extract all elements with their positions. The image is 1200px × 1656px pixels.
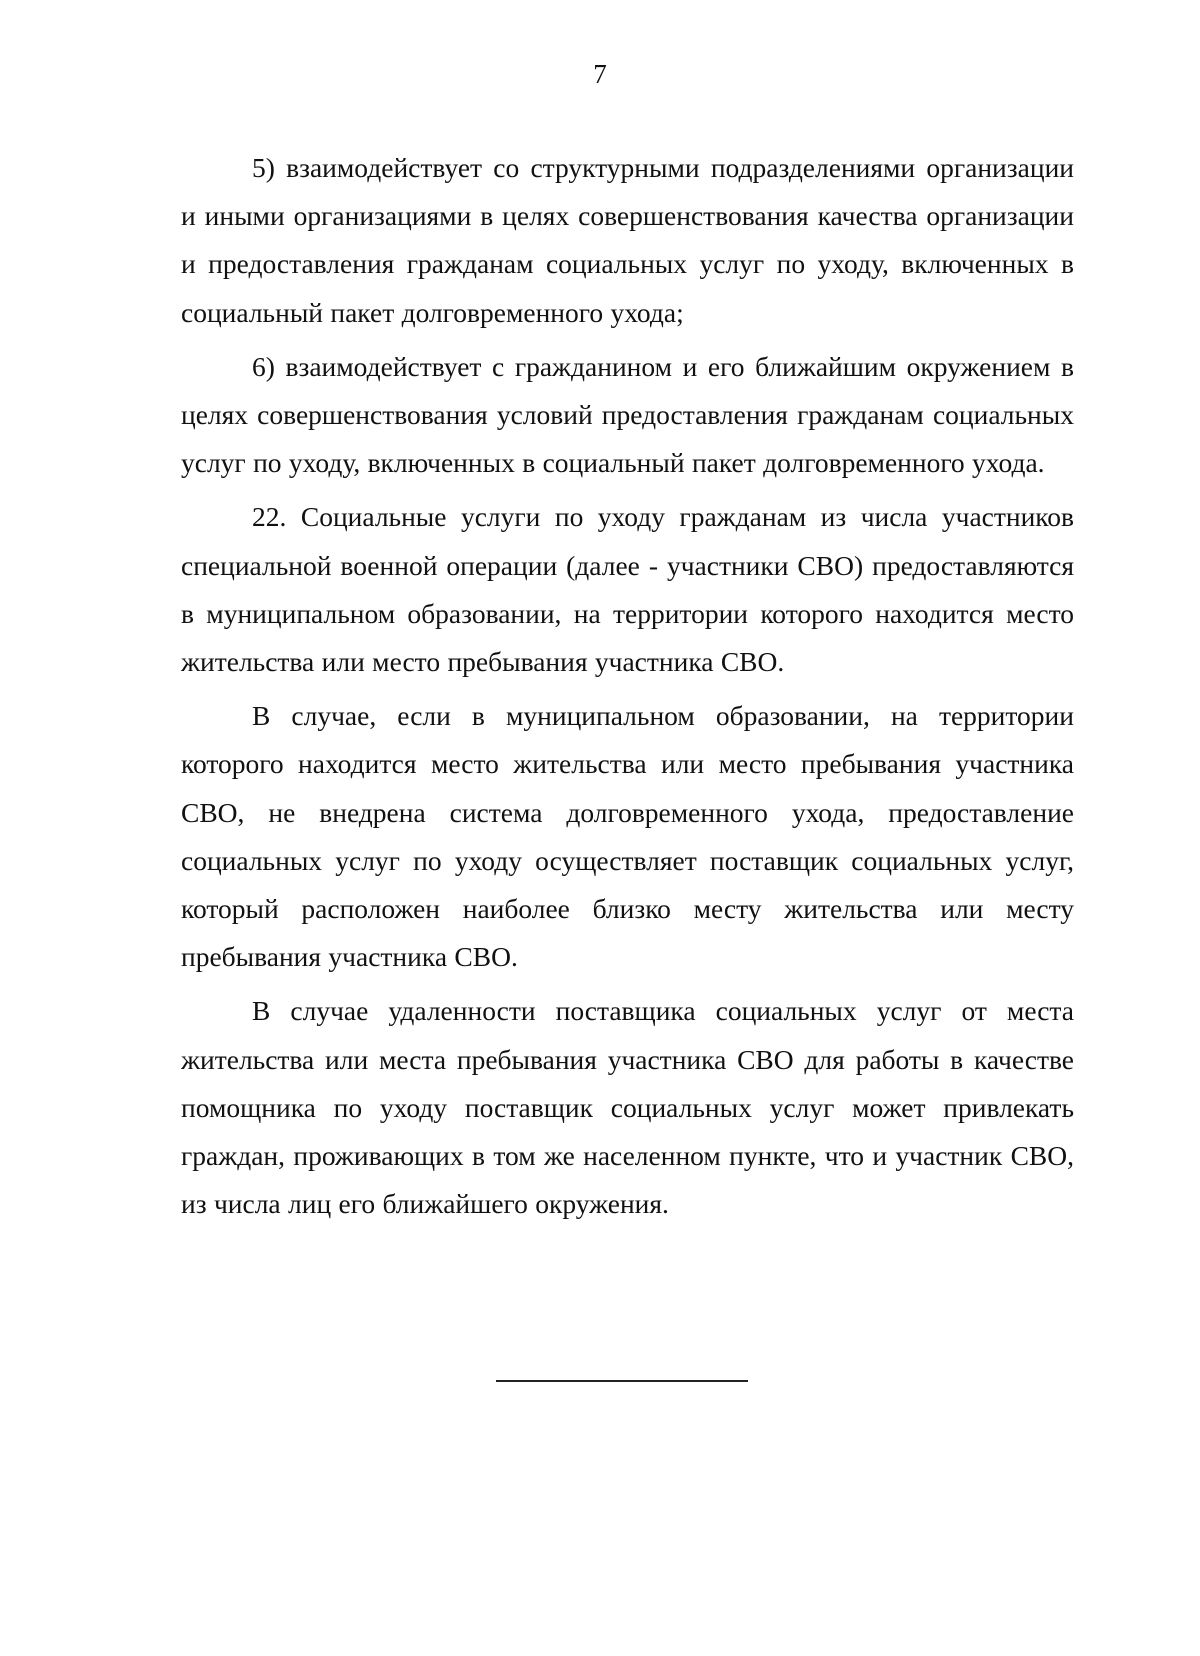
end-of-document-rule	[496, 1380, 748, 1382]
paragraph-item-5: 5) взаимодействует со структурными подразделениями организации и иными организациями в целях совершенствования качества организации и предоставления гражданам социальных услуг по уходу, включенных в социальный пакет долговременного ухода;	[181, 152, 1074, 328]
page-number: 7	[593, 59, 607, 89]
paragraph-22: 22. Социальные услуги по уходу гражданам из числа участников специальной военной операции (далее - участники СВО) предоставляются в муниципальном образовании, на территории которого находится место жительства или место пребывания участника СВО.	[181, 501, 1074, 678]
paragraph-no-ltc-system: В случае, если в муниципальном образовании, на территории которого находится место жительства или место пребывания участника СВО, не внедрена система долговременного ухода, предоставление социальных услуг по уходу осуществляет поставщик социальных услуг, который расположен наиболее близко месту жительства или месту пребывания участника СВО.	[181, 700, 1074, 973]
document-body	[181, 144, 1074, 1234]
paragraph-remote-provider: В случае удаленности поставщика социальных услуг от места жительства или места пребывания участника СВО для работы в качестве помощника по уходу поставщик социальных услуг может привлекать граждан, проживающих в том же населенном пункте, что и участник СВО, из числа лиц его ближайшего окружения.	[181, 995, 1074, 1220]
paragraph-item-6: 6) взаимодействует с гражданином и его ближайшим окружением в целях совершенствования условий предоставления гражданам социальных услуг по уходу, включенных в социальный пакет долговременного ухода.	[181, 350, 1074, 479]
